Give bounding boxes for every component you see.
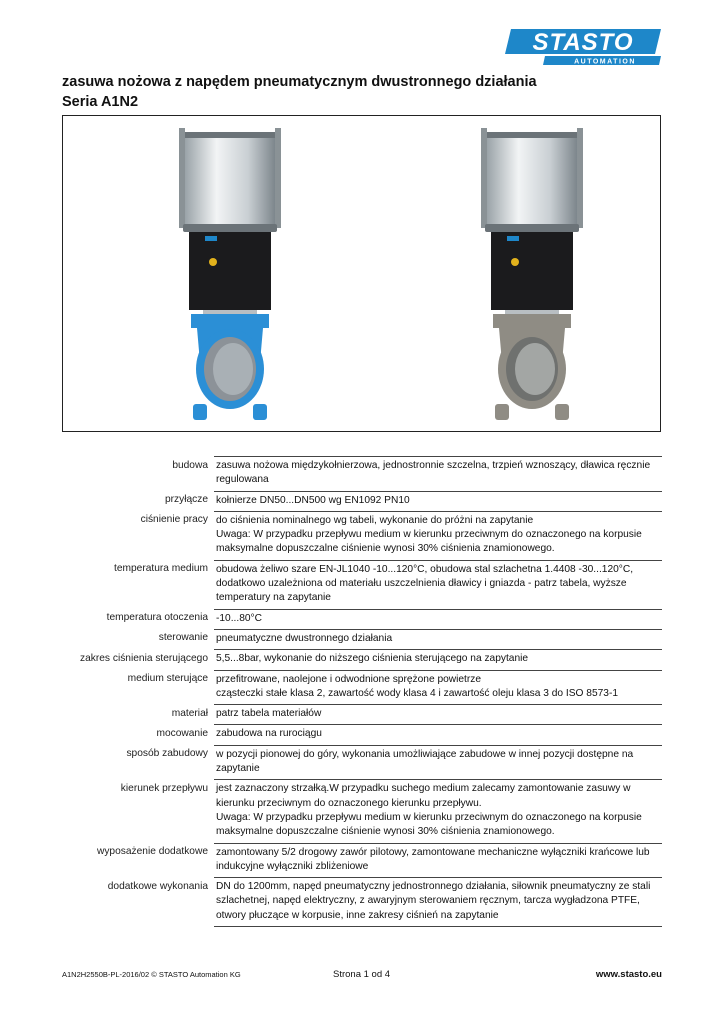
valve-body-blue (191, 314, 269, 420)
spec-value (214, 745, 662, 780)
spec-label: sterowanie (158, 632, 208, 644)
spec-value (214, 725, 662, 745)
product-photo-frame (62, 115, 661, 432)
footer-document-id: A1N2H2550B-PL-2016/02 © STASTO Automation KG (62, 970, 241, 979)
logo-wordmark (505, 29, 661, 56)
spec-value-line: maksymalne dopuszczalne ciśnienie wynosi 30% ciśnienia znamionowego. (216, 543, 555, 555)
spec-value-line: zabudowa na rurociągu (216, 728, 322, 740)
spec-label: medium sterujące (127, 673, 208, 685)
spec-value (214, 457, 662, 492)
spec-value-line: otwory płuczące w korpusie, inne zakresy ciśnień na zapytanie (216, 909, 499, 921)
spec-label: dodatkowe wykonania (107, 880, 208, 892)
spec-value-line: dodatkowo uzależniona od materiału uszczelnienia dławicy i gniazda - patrz tabela, wyższe (216, 578, 627, 590)
stasto-logo (505, 27, 663, 67)
spec-label: temperatura medium (114, 563, 208, 575)
spec-value (214, 843, 662, 878)
logo-subline-text: AUTOMATION (574, 58, 636, 66)
spec-value (214, 560, 662, 609)
spec-value-line: kołnierze DN50...DN500 wg EN1092 PN10 (216, 494, 410, 506)
spec-value (214, 780, 662, 843)
title-line-2: Seria A1N2 (62, 94, 139, 110)
spec-value-line: zapytanie (216, 763, 260, 775)
spec-row (62, 491, 662, 511)
spec-label: przyłącze (164, 494, 208, 506)
spec-value (214, 609, 662, 629)
page-title (62, 72, 537, 112)
spec-row (62, 725, 662, 745)
spec-row (62, 511, 662, 560)
spec-row (62, 780, 662, 843)
footer-website: www.stasto.eu (595, 969, 662, 980)
spec-value-line: pneumatyczne dwustronnego działania (216, 632, 393, 644)
spec-row (62, 745, 662, 780)
spec-value-line: zasuwa nożowa międzykołnierzowa, jednostronnie szczelna, trzpień wznoszący, dławica ręcznie (216, 460, 651, 471)
spec-value (214, 878, 662, 927)
spec-value-line: zamontowany 5/2 drogowy zawór pilotowy, zamontowane mechaniczne wyłączniki krańcowe lub (216, 846, 650, 858)
spec-value-line: Uwaga: W przypadku przepływu medium w kierunku przeciwnym do oznaczonego na korpusie (216, 529, 642, 541)
spec-label: budowa (172, 459, 208, 471)
spec-value (214, 629, 662, 649)
spec-value-line: maksymalne dopuszczalne ciśnienie wynosi 30% ciśnienia znamionowego. (216, 826, 555, 838)
spec-label: wyposażenie dodatkowe (96, 846, 208, 858)
spec-value (214, 670, 662, 705)
spec-value-line: temperatury na zapytanie (216, 592, 331, 604)
spec-row (62, 843, 662, 878)
spec-value (214, 705, 662, 725)
footer-page-number: Strona 1 od 4 (333, 969, 391, 980)
spec-label: mocowanie (156, 727, 208, 739)
spec-value-line: obudowa żeliwo szare EN-JL1040 -10...120°C, obudowa stal szlachetna 1.4408 -30...120°C, (216, 563, 634, 575)
spec-table-body (62, 457, 662, 927)
title-line-1: zasuwa nożowa z napędem pneumatycznym dwustronnego działania (62, 74, 537, 90)
spec-row (62, 457, 662, 492)
logo-brand-text: STASTO (532, 29, 634, 56)
spec-value-line: kierunku przeciwnym do oznaczonego kierunku przepływu. (216, 797, 482, 809)
valve-body-grey (493, 314, 571, 420)
spec-row (62, 560, 662, 609)
spec-value-line: przefitrowane, naolejone i odwodnione sprężone powietrze (216, 673, 482, 685)
spec-label: zakres ciśnienia sterującego (80, 652, 208, 664)
spec-value-line: cząsteczki stałe klasa 2, zawartość wody klasa 4 i zawartość oleju klasa 3 do ISO 8573-1 (216, 687, 619, 699)
spec-label: materiał (171, 707, 208, 719)
spec-value-line: 5,5...8bar, wykonanie do niższego ciśnienia sterującego na zapytanie (216, 653, 529, 665)
spec-value-line: regulowana (216, 474, 269, 486)
spec-value-line: w pozycji pionowej do góry, wykonania umożliwiające zabudowe w innej pozycji dostępne na (216, 748, 634, 760)
spec-row (62, 629, 662, 649)
spec-value-line: szlachetnej, napęd elektryczny, z awaryjnym sterowaniem ręcznym, tarcza wygładzona PTFE, (216, 895, 640, 907)
spec-value-line: do ciśnienia nominalnego wg tabeli, wykonanie do próżni na zapytanie (216, 514, 534, 526)
spec-label: temperatura otoczenia (106, 612, 208, 624)
spec-value-line: DN do 1200mm, napęd pneumatyczny jednostronnego działania, siłownik pneumatyczny ze stali (216, 881, 651, 893)
spec-row (62, 650, 662, 670)
spec-value-line: indukcyjne wyłączniki zbliżeniowe (216, 860, 369, 872)
spec-label: ciśnienie pracy (140, 514, 208, 526)
spec-table (62, 456, 662, 927)
spec-row (62, 609, 662, 629)
spec-value (214, 650, 662, 670)
spec-value (214, 511, 662, 560)
spec-label: sposób zabudowy (126, 748, 208, 760)
spec-row (62, 705, 662, 725)
spec-value-line: patrz tabela materiałów (216, 708, 322, 720)
spec-row (62, 878, 662, 927)
spec-value-line: jest zaznaczony strzałką.W przypadku suchego medium zalecamy zamontowanie zasuwy w (216, 783, 631, 795)
valve-image-grey (477, 124, 587, 429)
spec-label: kierunek przepływu (120, 782, 208, 794)
valve-image-blue (175, 124, 285, 429)
spec-row (62, 670, 662, 705)
spec-value-line: -10...80°C (216, 612, 262, 624)
spec-value (214, 491, 662, 511)
spec-value-line: Uwaga: W przypadku przepływu medium w kierunku przeciwnym do oznaczonego na korpusie (216, 811, 642, 823)
